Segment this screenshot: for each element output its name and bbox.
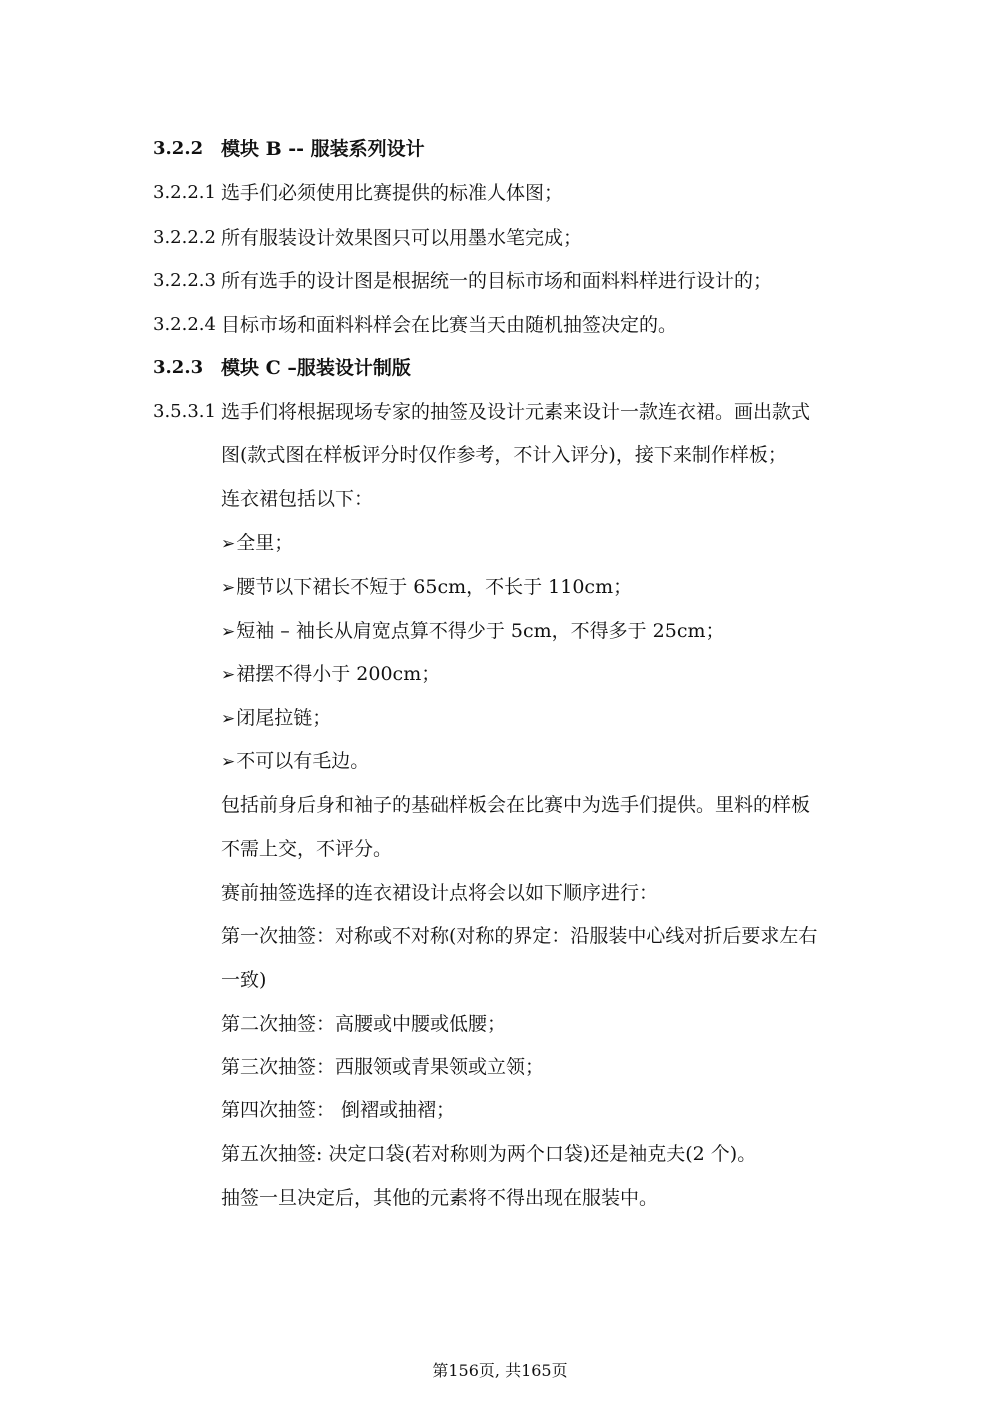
arrowhead-bullet-icon: ➢ [221, 752, 236, 772]
rule-text: 选手们将根据现场专家的抽签及设计元素来设计一款连衣裙。画出款式 [221, 401, 811, 423]
section-title: 模块 C –服装设计制版 [221, 357, 411, 379]
arrowhead-bullet-icon: ➢ [221, 534, 236, 554]
page-footer: 第156页, 共165页 [432, 1361, 568, 1380]
rule-text: 所有选手的设计图是根据统一的目标市场和面料料样进行设计的； [221, 270, 773, 292]
rule-text: 所有服装设计效果图只可以用墨水笔完成； [221, 227, 583, 249]
arrowhead-bullet-icon: ➢ [221, 665, 236, 685]
section-title: 模块 B -- 服装系列设计 [221, 138, 425, 160]
rule-number: 3.5.3.1 [153, 401, 216, 422]
rule-number: 3.2.2.2 [153, 227, 216, 248]
rule-text: 目标市场和面料料样会在比赛当天由随机抽签决定的。 [221, 314, 678, 336]
rule-number: 3.2.2.3 [153, 270, 216, 291]
rule-number: 3.2.2.1 [153, 182, 216, 203]
arrowhead-bullet-icon: ➢ [221, 622, 236, 642]
rule-text: 选手们必须使用比赛提供的标准人体图； [221, 182, 564, 204]
section-number: 3.2.2 [153, 138, 204, 159]
rule-number: 3.2.2.4 [153, 314, 216, 335]
section-number: 3.2.3 [153, 357, 204, 378]
arrowhead-bullet-icon: ➢ [221, 578, 236, 598]
arrowhead-bullet-icon: ➢ [221, 709, 236, 729]
